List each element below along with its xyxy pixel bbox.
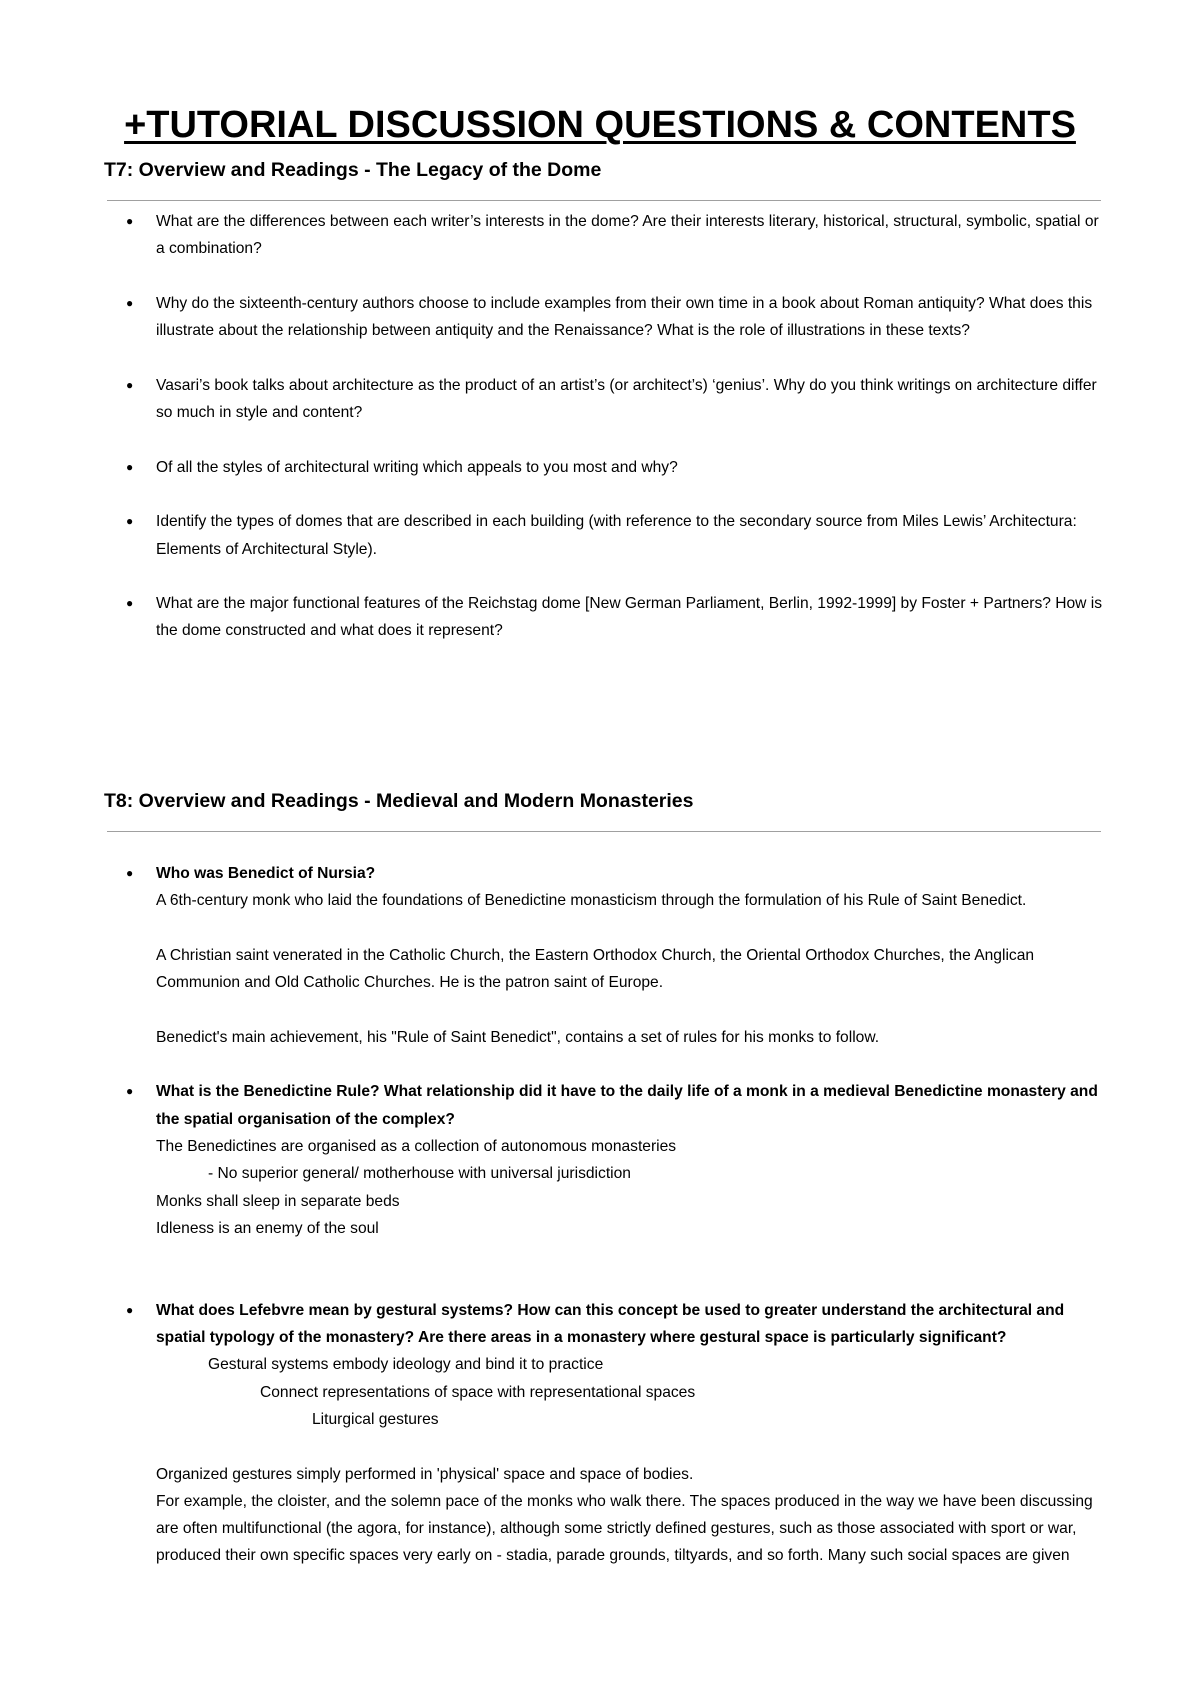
spacer [0,426,1200,453]
question-text: Identify the types of domes that are described in each building (with reference to the secondary source from Miles Lewis’ Architectura: Elements of Architectural Style). [156,513,1077,558]
t8-divider [107,831,1101,832]
question-text: Vasari’s book talks about architecture as the product of an artist’s (or architect’s) ‘genius’. Why do you think writings on architecture differ so much in style and content? [156,376,1097,422]
answer-text: Idleness is an enemy of the soul [156,1219,379,1237]
t7-question [0,290,1200,345]
t7-divider [107,200,1101,201]
question-text: What is the Benedictine Rule? What relationship did it have to the daily life of a monk in a medieval Benedictine monastery and the spatial organisation of the complex? [156,1083,1098,1128]
blank-line [156,1433,1108,1460]
answer-text: A Christian saint venerated in the Catholic Church, the Eastern Orthodox Church, the Oriental Orthodox Churches, the Anglican Communion and Old Catholic Churches. He is the patron saint of Europe. [156,946,1035,992]
bullet-icon: ● [126,1302,134,1317]
t8-question-list [0,860,1200,1570]
t8-question-lefebvre [0,1297,1200,1570]
t7-question [0,508,1200,563]
page-title-text: +TUTORIAL DISCUSSION QUESTIONS & CONTENTS [124,104,1076,146]
bullet-icon: ● [126,596,134,611]
blank-line [156,915,1108,942]
t7-heading: T7: Overview and Readings - The Legacy of the Dome [104,159,602,181]
answer-text: - No superior general/ motherhouse with universal jurisdiction [208,1165,631,1183]
answer-text: Liturgical gestures [312,1410,439,1428]
spacer [0,1242,1200,1269]
bullet-icon: ● [126,377,134,392]
question-text: What does Lefebvre mean by gestural systems? How can this concept be used to greater understand the architectural and spatial typology of the monastery? Are there areas in a monastery where gestural space is particularly significant? [156,1301,1065,1347]
t7-question [0,454,1200,481]
spacer [0,481,1200,508]
answer-text: Gestural systems embody ideology and bind it to practice [208,1356,604,1374]
spacer [0,1269,1200,1296]
answer-text: A 6th-century monk who laid the foundations of Benedictine monasticism through the formulation of his Rule of Saint Benedict. [156,892,1027,910]
t7-question-list [0,208,1200,645]
answer-text: For example, the cloister, and the solemn pace of the monks who walk there. The spaces produced in the way we have been discussing are often multifunctional (the agora, for instance), although some strictly defined gestures, such as those associated with sport or war, produced their own specific spaces very early on - stadia, parade grounds, tiltyards, and so forth. Many such social spaces are given [156,1492,1093,1565]
question-text: What are the major functional features of the Reichstag dome [New German Parliament, Berlin, 1992-1999] by Foster + Partners? How is the dome constructed and what does it represent? [156,595,1103,640]
spacer [0,263,1200,290]
question-text: Of all the styles of architectural writing which appeals to you most and why? [156,458,678,476]
spacer [0,344,1200,371]
spacer [0,563,1200,590]
answer-text: Connect representations of space with representational spaces [260,1383,696,1401]
spacer [0,1051,1200,1078]
question-text: Who was Benedict of Nursia? [156,865,376,882]
page-title [0,100,1200,150]
answer-text: Organized gestures simply performed in 'physical' space and space of bodies. [156,1465,694,1483]
bullet-icon: ● [126,214,134,228]
t8-heading: T8: Overview and Readings - Medieval and Modern Monasteries [104,790,694,812]
bullet-icon: ● [126,459,134,474]
bullet-icon: ● [126,514,134,529]
t8-question-benedict [0,860,1200,1051]
t7-question [0,208,1200,263]
blank-line [156,996,1108,1023]
answer-text: Benedict's main achievement, his "Rule of Saint Benedict", contains a set of rules for his monks to follow. [156,1028,880,1046]
answer-text: The Benedictines are organised as a collection of autonomous monasteries [156,1137,677,1155]
t8-question-benedictine-rule [0,1078,1200,1242]
question-text: Why do the sixteenth-century authors choose to include examples from their own time in a book about Roman antiquity? What does this illustrate about the relationship between antiquity and the Renaissance? What is the role of illustrations in these texts? [156,294,1093,340]
bullet-icon: ● [126,1084,134,1099]
t7-question [0,590,1200,645]
answer-text: Monks shall sleep in separate beds [156,1192,400,1210]
bullet-icon: ● [126,295,134,310]
t7-question [0,372,1200,427]
bullet-icon: ● [126,866,134,880]
question-text: What are the differences between each writer’s interests in the dome? Are their interests literary, historical, structural, symbolic, spatial or a combination? [156,213,1099,258]
